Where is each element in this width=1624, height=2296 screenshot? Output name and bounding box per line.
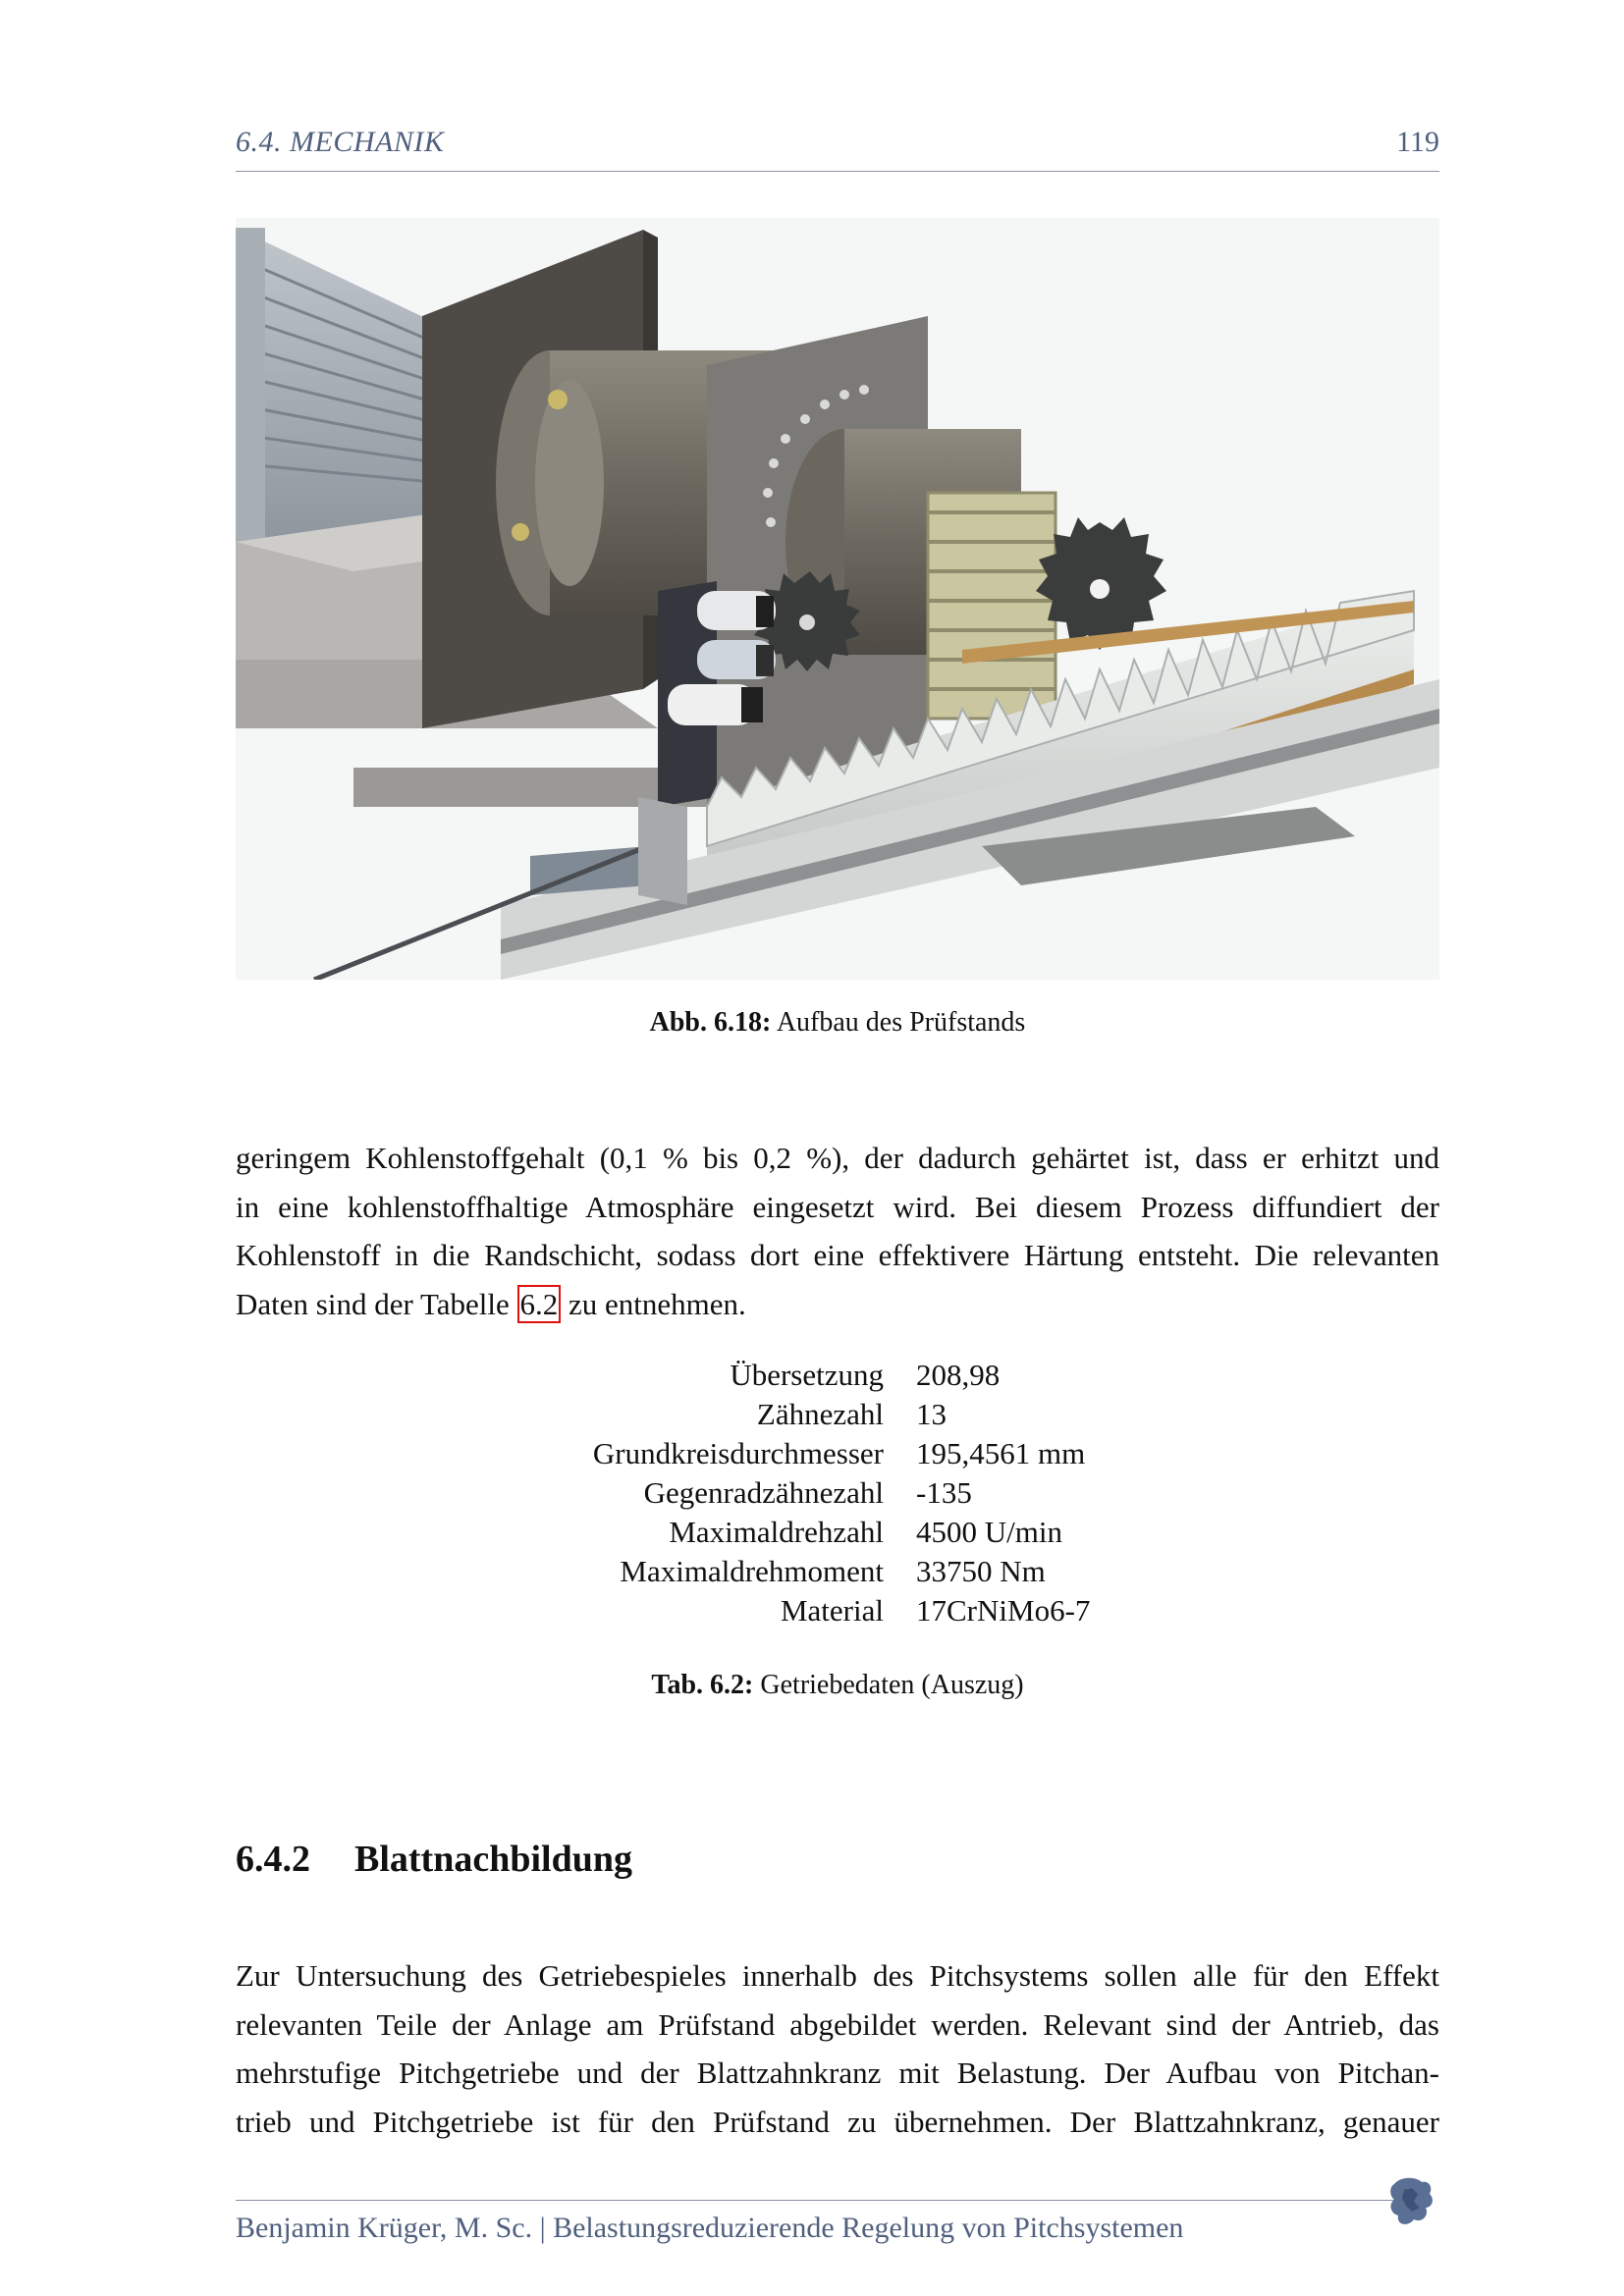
table-value: 13 — [916, 1397, 947, 1431]
crest-icon — [1386, 2174, 1437, 2229]
text-line — [236, 1280, 1439, 1329]
text-fragment: zu entnehmen. — [561, 1286, 746, 1321]
gear-data-table — [530, 1356, 1090, 1630]
paragraph-2 — [236, 1951, 1439, 2146]
section-title: Blattnachbildung — [354, 1839, 632, 1880]
table-value: 195,4561 mm — [916, 1436, 1086, 1470]
table-reference-link[interactable]: 6.2 — [517, 1285, 562, 1323]
table-key: Maximaldrehmoment — [620, 1554, 884, 1588]
table-key: Maximaldrehzahl — [669, 1515, 884, 1549]
header-section-title: 6.4. MECHANIK — [236, 126, 445, 158]
footer-rule — [236, 2200, 1394, 2201]
text-line: mehrstufige Pitchgetriebe und der Blattzahnkranz mit Belastung. Der Aufbau von Pitchan- — [236, 2056, 1439, 2090]
table-key: Gegenradzähnezahl — [643, 1475, 884, 1510]
table-row — [530, 1356, 1090, 1395]
motor-housing — [236, 228, 442, 542]
table-key: Zähnezahl — [756, 1397, 884, 1431]
figure-test-bench — [236, 218, 1439, 980]
text-line: geringem Kohlenstoffgehalt (0,1 % bis 0,2 %), der dadurch gehärtet ist, dass er erhitzt und — [236, 1141, 1439, 1175]
text-fragment: Daten sind der Tabelle — [236, 1286, 517, 1321]
figure-caption-text: Aufbau des Prüfstands — [776, 1007, 1026, 1038]
table-label: Tab. 6.2: — [651, 1670, 754, 1700]
text-line: Kohlenstoff in die Randschicht, sodass dort eine effektivere Härtung entsteht. Die relevanten — [236, 1238, 1439, 1272]
table-row — [530, 1473, 1090, 1513]
table-value: 33750 Nm — [916, 1554, 1046, 1588]
table-key: Grundkreisdurchmesser — [592, 1436, 884, 1470]
table-row — [530, 1395, 1090, 1434]
table-caption — [236, 1670, 1439, 1701]
table-value: 208,98 — [916, 1358, 1001, 1392]
table-key: Übersetzung — [730, 1358, 884, 1392]
cad-rendering — [236, 218, 1439, 980]
section-number: 6.4.2 — [236, 1839, 310, 1880]
paragraph-1 — [236, 1134, 1439, 1328]
section-heading — [236, 1838, 632, 1881]
pinion-gear — [928, 493, 1056, 719]
footer-text: Benjamin Krüger, M. Sc. | Belastungsreduzierende Regelung von Pitchsystemen — [236, 2212, 1184, 2244]
text-line: trieb und Pitchgetriebe ist für den Prüfstand zu übernehmen. Der Blattzahnkranz, genauer — [236, 2104, 1439, 2139]
table-row — [530, 1513, 1090, 1552]
table-key: Material — [780, 1593, 884, 1628]
page-number: 119 — [1396, 126, 1439, 158]
table-value: -135 — [916, 1475, 972, 1510]
table-row — [530, 1591, 1090, 1630]
table-value: 17CrNiMo6-7 — [916, 1593, 1091, 1628]
table-caption-text: Getriebedaten (Auszug) — [760, 1670, 1024, 1700]
text-line: in eine kohlenstoffhaltige Atmosphäre eingesetzt wird. Bei diesem Prozess diffundiert der — [236, 1189, 1439, 1224]
table-value: 4500 U/min — [916, 1515, 1062, 1549]
figure-caption — [236, 1007, 1439, 1039]
table-row — [530, 1552, 1090, 1591]
figure-label: Abb. 6.18: — [649, 1007, 772, 1038]
running-header — [236, 122, 1439, 172]
table-row — [530, 1434, 1090, 1473]
text-line: relevanten Teile der Anlage am Prüfstand abgebildet werden. Relevant sind der Antrieb, das — [236, 2006, 1439, 2042]
text-line: Zur Untersuchung des Getriebespieles innerhalb des Pitchsystems sollen alle für den Effekt — [236, 1958, 1439, 1993]
